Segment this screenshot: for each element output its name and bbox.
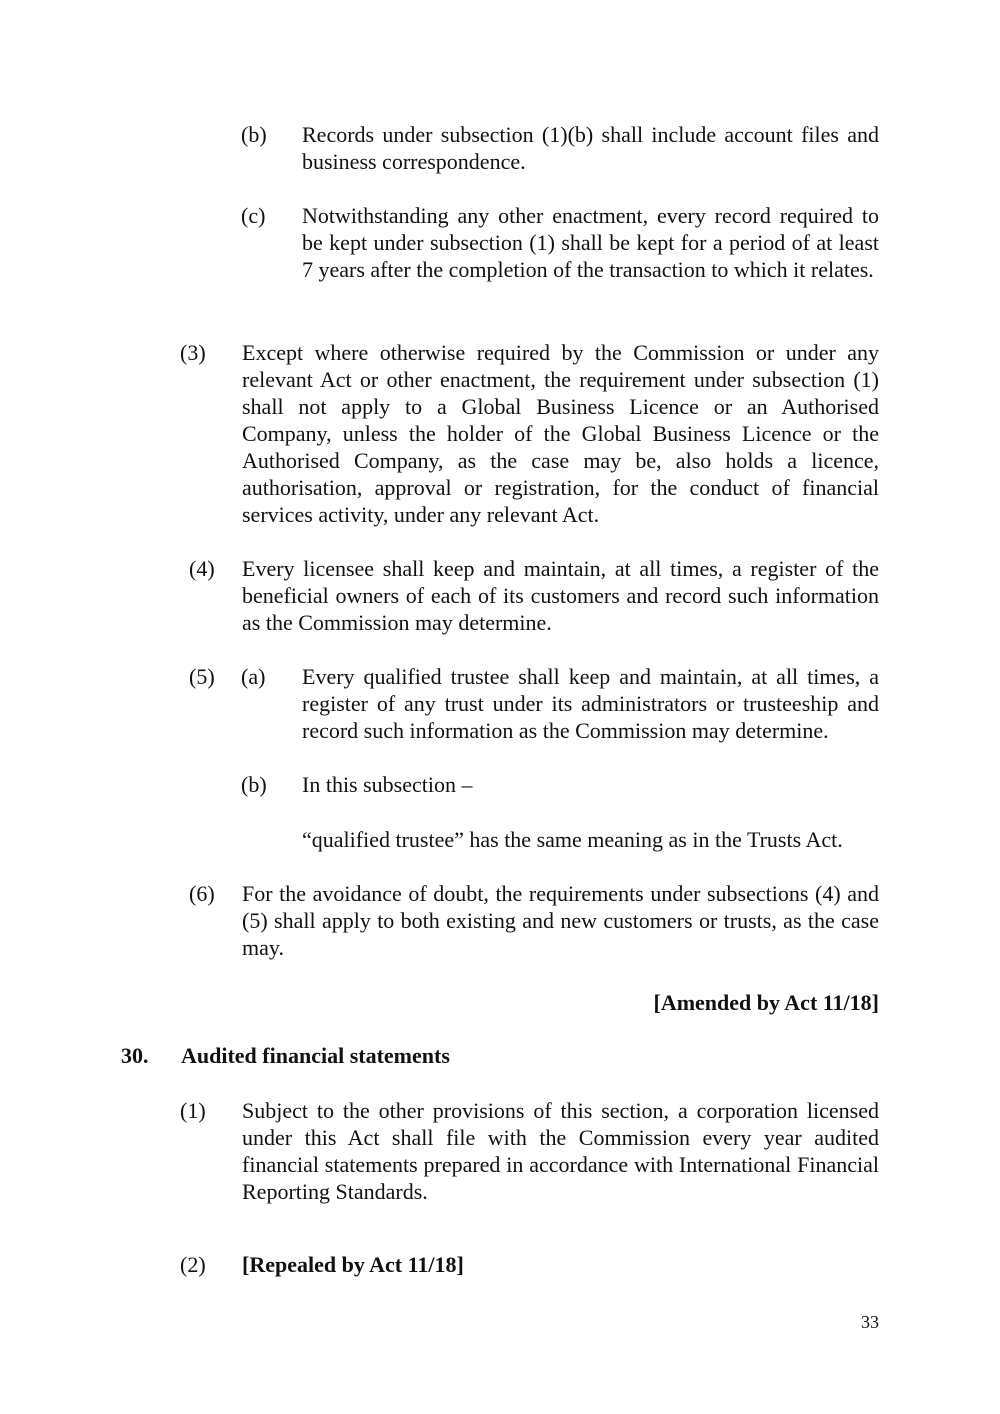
item-label-5a: (a) (241, 664, 266, 689)
subsection-label-3: (3) (180, 340, 206, 365)
section30-label-1: (1) (180, 1098, 206, 1123)
amendment-note: [Amended by Act 11/18] (653, 990, 879, 1015)
section-title: Audited financial statements (181, 1043, 450, 1068)
section30-text-1: Subject to the other provisions of this section, a corporation licensed under this Act shall file with the Commission every year audited financial statements prepared in accordance with International Financial Reporting Standards. (242, 1098, 879, 1204)
item-text-c: Notwithstanding any other enactment, every record required to be kept under subsection (1) shall be kept for a period of at least 7 years after the completion of the transaction to which it relates. (302, 203, 879, 282)
subsection-label-5: (5) (189, 664, 215, 689)
item-text-b: Records under subsection (1)(b) shall include account files and business correspondence. (302, 122, 879, 174)
section-number: 30. (121, 1043, 149, 1068)
item-text-5b: In this subsection – (302, 772, 473, 797)
item-label-c: (c) (241, 203, 266, 228)
section30-label-2: (2) (180, 1252, 206, 1277)
item-text-5a: Every qualified trustee shall keep and maintain, at all times, a register of any trust under its administrators or trusteeship and record such information as the Commission may determine. (302, 664, 879, 743)
item-label-5b: (b) (241, 772, 267, 797)
subsection-label-6: (6) (189, 881, 215, 906)
item-label-b: (b) (241, 122, 267, 147)
page-number: 33 (861, 1312, 879, 1332)
subsection-text-3: Except where otherwise required by the Commission or under any relevant Act or other enactment, the requirement under subsection (1) shall not apply to a Global Business Licence or an Authorised Company, unless the holder of the Global Business Licence or the Authorised Company, as the case may be, also holds a licence, authorisation, approval or registration, for the conduct of financial services activity, under any relevant Act. (242, 340, 879, 527)
section30-text-2: [Repealed by Act 11/18] (242, 1252, 464, 1277)
subsection-label-4: (4) (189, 556, 215, 581)
definition-qualified-trustee: “qualified trustee” has the same meaning as in the Trusts Act. (302, 827, 843, 852)
subsection-text-4: Every licensee shall keep and maintain, at all times, a register of the beneficial owners of each of its customers and record such information as the Commission may determine. (242, 556, 879, 635)
subsection-text-6: For the avoidance of doubt, the requirements under subsections (4) and (5) shall apply to both existing and new customers or trusts, as the case may. (242, 881, 879, 960)
